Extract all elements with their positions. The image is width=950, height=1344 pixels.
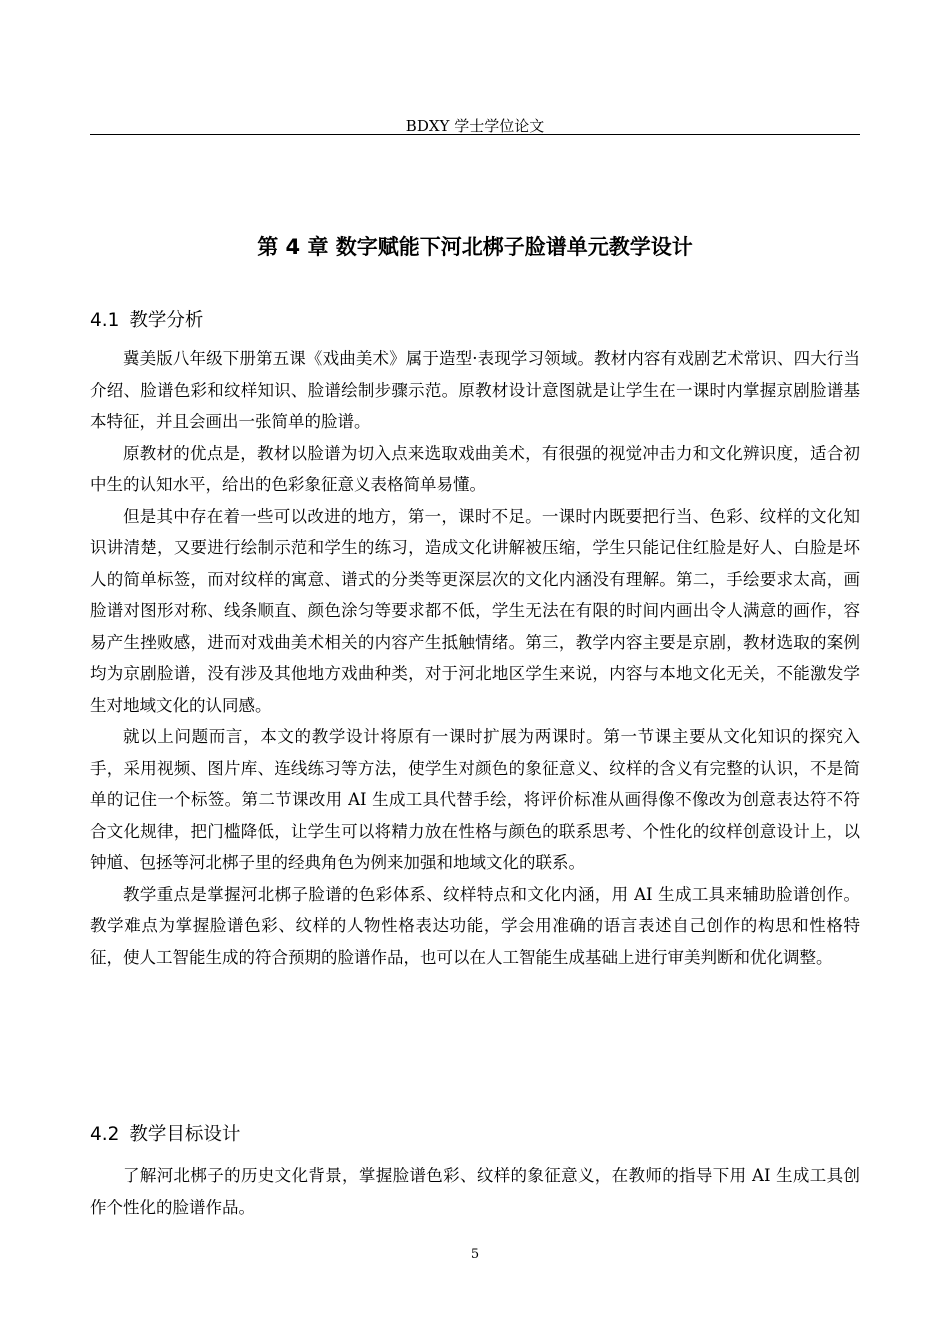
section-body-4-1 (90, 343, 860, 973)
page-number: 5 (470, 1247, 480, 1262)
section-title: 教学目标设计 (129, 1124, 241, 1145)
running-header: BDXY 学士学位论文 (405, 117, 545, 135)
section-number: 4.1 (90, 310, 120, 331)
section-number: 4.2 (90, 1124, 120, 1145)
paragraph: 了解河北梆子的历史文化背景，掌握脸谱色彩、纹样的象征意义，在教师的指导下用 AI 生成工具创作个性化的脸谱作品。 (90, 1166, 860, 1217)
section-body-4-2 (90, 1160, 860, 1223)
paragraph: 就以上问题而言，本文的教学设计将原有一课时扩展为两课时。第一节课主要从文化知识的探究入手，采用视频、图片库、连线练习等方法，使学生对颜色的象征意义、纹样的含义有完整的认识，不是简单的记住一个标签。第二节课改用 AI 生成工具代替手绘，将评价标准从画得像不像改为创意表达符不符合文化规律，把门槛降低，让学生可以将精力放在性格与颜色的联系思考、个性化的纹样创意设计上，以钟馗、包拯等河北梆子里的经典角色为例来加强和地域文化的联系。 (90, 727, 860, 872)
paragraph: 教学重点是掌握河北梆子脸谱的色彩体系、纹样特点和文化内涵，用 AI 生成工具来辅助脸谱创作。教学难点为掌握脸谱色彩、纹样的人物性格表达功能，学会用准确的语言表述自己创作的构思和性格特征，使人工智能生成的符合预期的脸谱作品，也可以在人工智能生成基础上进行审美判断和优化调整。 (90, 884, 860, 967)
section-title: 教学分析 (129, 310, 204, 331)
section-heading-4-2 (90, 1121, 240, 1149)
section-heading-4-1 (90, 307, 203, 335)
paragraph: 冀美版八年级下册第五课《戏曲美术》属于造型·表现学习领域。教材内容有戏剧艺术常识、四大行当介绍、脸谱色彩和纹样知识、脸谱绘制步骤示范。原教材设计意图就是让学生在一课时内掌握京剧脸谱基本特征，并且会画出一张简单的脸谱。 (90, 349, 860, 431)
header-rule (90, 134, 860, 135)
paragraph: 但是其中存在着一些可以改进的地方，第一，课时不足。一课时内既要把行当、色彩、纹样的文化知识讲清楚，又要进行绘制示范和学生的练习，造成文化讲解被压缩，学生只能记住红脸是好人、白脸是坏人的简单标签，而对纹样的寓意、谱式的分类等更深层次的文化内涵没有理解。第二，手绘要求太高，画脸谱对图形对称、线条顺直、颜色涂匀等要求都不低，学生无法在有限的时间内画出令人满意的画作，容易产生挫败感，进而对戏曲美术相关的内容产生抵触情绪。第三，教学内容主要是京剧，教材选取的案例均为京剧脸谱，没有涉及其他地方戏曲种类，对于河北地区学生来说，内容与本地文化无关，不能激发学生对地域文化的认同感。 (90, 506, 860, 715)
paragraph: 原教材的优点是，教材以脸谱为切入点来选取戏曲美术，有很强的视觉冲击力和文化辨识度，适合初中生的认知水平，给出的色彩象征意义表格简单易懂。 (90, 443, 860, 494)
chapter-title: 第 4 章 数字赋能下河北梆子脸谱单元教学设计 (257, 235, 693, 259)
